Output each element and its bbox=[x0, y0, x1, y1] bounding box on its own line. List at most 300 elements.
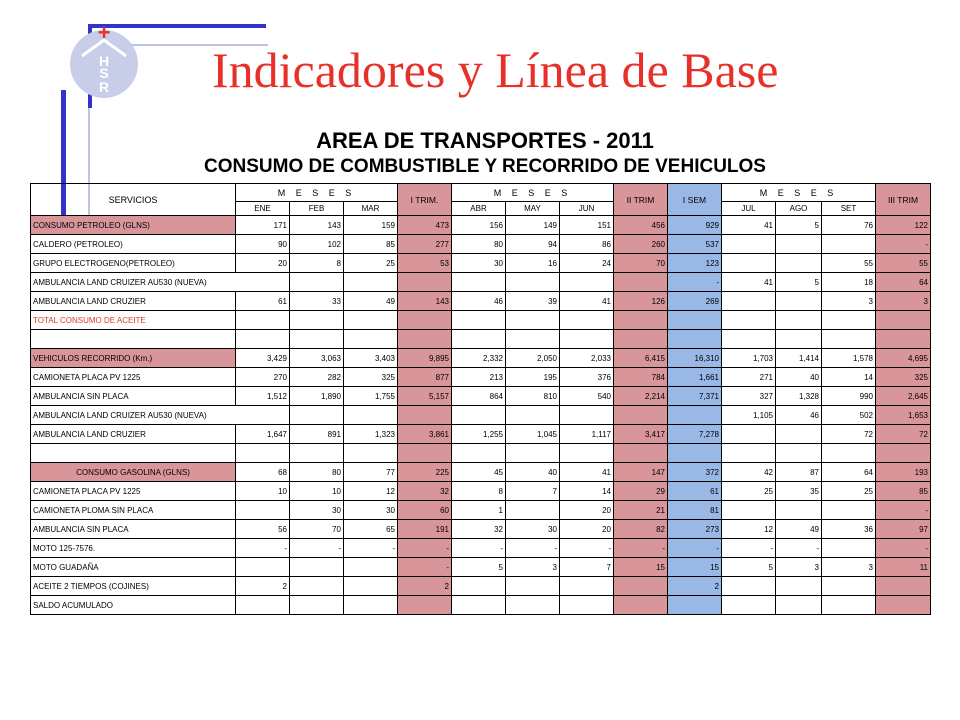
table-cell bbox=[722, 596, 776, 615]
table-cell: 85 bbox=[344, 235, 398, 254]
table-row bbox=[31, 406, 931, 425]
table-cell: 2,050 bbox=[506, 349, 560, 368]
table-row bbox=[31, 596, 931, 615]
table-cell: 49 bbox=[776, 520, 822, 539]
row-label: AMBULANCIA LAND CRUIZER AU530 (NUEVA) bbox=[31, 273, 290, 292]
row-label: MOTO 125-7576. bbox=[31, 539, 236, 558]
table-cell bbox=[822, 444, 876, 463]
table-row bbox=[31, 254, 931, 273]
table-cell: 3 bbox=[776, 558, 822, 577]
table-cell bbox=[452, 596, 506, 615]
table-cell: 15 bbox=[668, 558, 722, 577]
table-cell bbox=[876, 596, 931, 615]
table-cell bbox=[722, 444, 776, 463]
logo-cross: + bbox=[97, 20, 111, 45]
row-label: CAMIONETA PLACA PV 1225 bbox=[31, 368, 236, 387]
table-cell: 65 bbox=[344, 520, 398, 539]
table-cell: 3 bbox=[822, 292, 876, 311]
header-i-sem: I SEM bbox=[668, 184, 722, 216]
table-cell bbox=[822, 330, 876, 349]
table-cell bbox=[776, 330, 822, 349]
header-servicios: SERVICIOS bbox=[31, 184, 236, 216]
table-cell bbox=[290, 558, 344, 577]
table-cell: 30 bbox=[452, 254, 506, 273]
table-cell: 1,117 bbox=[560, 425, 614, 444]
table-cell: 12 bbox=[722, 520, 776, 539]
table-cell: 1,578 bbox=[822, 349, 876, 368]
header-meses-q1: M E S E S bbox=[236, 184, 398, 202]
table-cell: 7 bbox=[560, 558, 614, 577]
table-cell: 40 bbox=[506, 463, 560, 482]
table-cell: 21 bbox=[614, 501, 668, 520]
table-cell: - bbox=[290, 539, 344, 558]
table-row bbox=[31, 292, 931, 311]
table-cell bbox=[722, 311, 776, 330]
table-row bbox=[31, 520, 931, 539]
table-cell bbox=[668, 406, 722, 425]
table-cell: 277 bbox=[398, 235, 452, 254]
table-cell: 25 bbox=[822, 482, 876, 501]
table-cell: 11 bbox=[876, 558, 931, 577]
table-cell: - bbox=[506, 539, 560, 558]
table-cell: 502 bbox=[822, 406, 876, 425]
table-cell bbox=[344, 273, 398, 292]
table-cell: 143 bbox=[398, 292, 452, 311]
table-cell bbox=[776, 292, 822, 311]
table-cell: - bbox=[722, 539, 776, 558]
row-label: MOTO GUADAÑA bbox=[31, 558, 236, 577]
table-cell bbox=[876, 444, 931, 463]
table-cell: 5 bbox=[776, 216, 822, 235]
table-cell: 7,278 bbox=[668, 425, 722, 444]
table-cell: 213 bbox=[452, 368, 506, 387]
table-cell bbox=[668, 330, 722, 349]
table-cell: 193 bbox=[876, 463, 931, 482]
table-cell: 41 bbox=[560, 292, 614, 311]
table-cell: 2,214 bbox=[614, 387, 668, 406]
table-cell bbox=[344, 330, 398, 349]
table-cell: 2 bbox=[398, 577, 452, 596]
table-row bbox=[31, 558, 931, 577]
table-cell: 82 bbox=[614, 520, 668, 539]
table-cell: 1,647 bbox=[236, 425, 290, 444]
table-cell: 77 bbox=[344, 463, 398, 482]
table-cell: 810 bbox=[506, 387, 560, 406]
table-cell: - bbox=[876, 539, 931, 558]
table-cell bbox=[560, 311, 614, 330]
table-cell: 3,417 bbox=[614, 425, 668, 444]
row-label: CALDERO (PETROLEO) bbox=[31, 235, 236, 254]
table-cell: 784 bbox=[614, 368, 668, 387]
table-cell: 18 bbox=[822, 273, 876, 292]
table-cell: - bbox=[668, 273, 722, 292]
table-cell: 372 bbox=[668, 463, 722, 482]
table-row bbox=[31, 235, 931, 254]
table-cell bbox=[506, 501, 560, 520]
table-cell: 72 bbox=[876, 425, 931, 444]
table-cell: 3,861 bbox=[398, 425, 452, 444]
row-label: AMBULANCIA LAND CRUIZER AU530 (NUEVA) bbox=[31, 406, 290, 425]
table-cell: 1,661 bbox=[668, 368, 722, 387]
table-cell: 1,105 bbox=[722, 406, 776, 425]
table-cell bbox=[506, 444, 560, 463]
table-cell: 80 bbox=[290, 463, 344, 482]
table-cell: 376 bbox=[560, 368, 614, 387]
table-row bbox=[31, 425, 931, 444]
table-body bbox=[31, 216, 931, 615]
header-ii-trim: II TRIM bbox=[614, 184, 668, 216]
logo-letter-r: R bbox=[98, 79, 110, 95]
table-cell: 1,414 bbox=[776, 349, 822, 368]
table-row bbox=[31, 368, 931, 387]
table-cell: 3,403 bbox=[344, 349, 398, 368]
table-cell: 86 bbox=[560, 235, 614, 254]
header-month-set: SET bbox=[822, 202, 876, 216]
table-cell: - bbox=[876, 501, 931, 520]
table-cell: 60 bbox=[398, 501, 452, 520]
table-cell bbox=[290, 330, 344, 349]
table-cell bbox=[776, 311, 822, 330]
table-cell bbox=[344, 444, 398, 463]
table-cell: 70 bbox=[614, 254, 668, 273]
table-cell: 1,255 bbox=[452, 425, 506, 444]
table-cell bbox=[722, 235, 776, 254]
table-cell: 3 bbox=[822, 558, 876, 577]
row-label: ACEITE 2 TIEMPOS (COJINES) bbox=[31, 577, 236, 596]
report-subtitle: CONSUMO DE COMBUSTIBLE Y RECORRIDO DE VEHICULOS bbox=[204, 156, 766, 177]
table-cell: 122 bbox=[876, 216, 931, 235]
table-cell: 80 bbox=[452, 235, 506, 254]
table-cell: 273 bbox=[668, 520, 722, 539]
table-cell bbox=[776, 235, 822, 254]
table-cell bbox=[560, 273, 614, 292]
table-cell: 20 bbox=[236, 254, 290, 273]
table-cell: 195 bbox=[506, 368, 560, 387]
table-cell: 39 bbox=[506, 292, 560, 311]
table-cell: 14 bbox=[822, 368, 876, 387]
table-cell bbox=[822, 539, 876, 558]
table-cell: 36 bbox=[822, 520, 876, 539]
table-cell: 3 bbox=[876, 292, 931, 311]
table-cell bbox=[506, 330, 560, 349]
table-cell bbox=[822, 311, 876, 330]
table-cell bbox=[822, 235, 876, 254]
table-cell: 151 bbox=[560, 216, 614, 235]
table-cell: 41 bbox=[722, 273, 776, 292]
table-cell: 20 bbox=[560, 501, 614, 520]
table-cell: 14 bbox=[560, 482, 614, 501]
header-row-groups bbox=[31, 184, 931, 202]
table-cell: 7,371 bbox=[668, 387, 722, 406]
table-row bbox=[31, 577, 931, 596]
table-cell bbox=[560, 330, 614, 349]
row-label bbox=[31, 444, 236, 463]
table-cell: 2,332 bbox=[452, 349, 506, 368]
table-cell bbox=[398, 311, 452, 330]
table-cell: 126 bbox=[614, 292, 668, 311]
table-cell bbox=[876, 311, 931, 330]
table-cell bbox=[344, 311, 398, 330]
table-cell: 49 bbox=[344, 292, 398, 311]
table-cell: 35 bbox=[776, 482, 822, 501]
table-cell bbox=[560, 444, 614, 463]
table-row bbox=[31, 501, 931, 520]
table-cell: 56 bbox=[236, 520, 290, 539]
row-label: CONSUMO PETROLEO (GLNS) bbox=[31, 216, 236, 235]
row-label: CAMIONETA PLACA PV 1225 bbox=[31, 482, 236, 501]
table-cell bbox=[876, 577, 931, 596]
fuel-mileage-table bbox=[30, 183, 931, 615]
table-cell bbox=[344, 558, 398, 577]
table-cell bbox=[668, 596, 722, 615]
table-cell: 123 bbox=[668, 254, 722, 273]
table-cell bbox=[398, 273, 452, 292]
table-cell: 1,512 bbox=[236, 387, 290, 406]
table-cell: 8 bbox=[452, 482, 506, 501]
table-cell: - bbox=[236, 539, 290, 558]
table-cell bbox=[776, 254, 822, 273]
table-cell bbox=[722, 425, 776, 444]
table-cell: 7 bbox=[506, 482, 560, 501]
page-title: Indicadores y Línea de Base bbox=[212, 42, 779, 98]
table-cell: 55 bbox=[822, 254, 876, 273]
table-cell: - bbox=[452, 539, 506, 558]
table-cell: 929 bbox=[668, 216, 722, 235]
table-cell: 10 bbox=[236, 482, 290, 501]
row-label: GRUPO ELECTROGENO(PETROLEO) bbox=[31, 254, 236, 273]
table-cell: 25 bbox=[344, 254, 398, 273]
table-cell: 3,429 bbox=[236, 349, 290, 368]
table-cell: 8 bbox=[290, 254, 344, 273]
row-label: AMBULANCIA LAND CRUZIER bbox=[31, 292, 236, 311]
table-cell bbox=[506, 311, 560, 330]
table-cell bbox=[776, 577, 822, 596]
table-cell bbox=[452, 406, 506, 425]
table-cell bbox=[722, 330, 776, 349]
table-cell: 864 bbox=[452, 387, 506, 406]
table-cell bbox=[452, 330, 506, 349]
table-cell: 20 bbox=[560, 520, 614, 539]
table-cell: 3,063 bbox=[290, 349, 344, 368]
table-cell: 225 bbox=[398, 463, 452, 482]
table-cell: 30 bbox=[290, 501, 344, 520]
table-cell: 191 bbox=[398, 520, 452, 539]
table-cell: 32 bbox=[452, 520, 506, 539]
logo-letter-h: H bbox=[98, 53, 110, 69]
table-cell: 90 bbox=[236, 235, 290, 254]
table-cell: 40 bbox=[776, 368, 822, 387]
table-cell: 46 bbox=[452, 292, 506, 311]
table-cell bbox=[290, 406, 344, 425]
table-cell: 85 bbox=[876, 482, 931, 501]
table-cell: 102 bbox=[290, 235, 344, 254]
table-cell: 42 bbox=[722, 463, 776, 482]
table-cell bbox=[398, 406, 452, 425]
table-cell: 16 bbox=[506, 254, 560, 273]
table-cell: - bbox=[876, 235, 931, 254]
table-cell bbox=[822, 501, 876, 520]
table-cell: 70 bbox=[290, 520, 344, 539]
table-cell bbox=[236, 558, 290, 577]
table-cell: 5 bbox=[452, 558, 506, 577]
table-cell bbox=[668, 311, 722, 330]
header-month-feb: FEB bbox=[290, 202, 344, 216]
table-cell bbox=[290, 444, 344, 463]
table-cell: - bbox=[668, 539, 722, 558]
table-cell: 990 bbox=[822, 387, 876, 406]
table-cell: 149 bbox=[506, 216, 560, 235]
table-cell: 97 bbox=[876, 520, 931, 539]
header-month-may: MAY bbox=[506, 202, 560, 216]
table-cell: 5 bbox=[722, 558, 776, 577]
table-cell bbox=[722, 292, 776, 311]
table-cell: 1,890 bbox=[290, 387, 344, 406]
table-row bbox=[31, 444, 931, 463]
table-cell: 45 bbox=[452, 463, 506, 482]
table-cell: 260 bbox=[614, 235, 668, 254]
table-cell bbox=[344, 577, 398, 596]
logo-letter-s: S bbox=[99, 65, 109, 81]
table-cell bbox=[290, 596, 344, 615]
table-cell bbox=[236, 311, 290, 330]
table-cell bbox=[398, 444, 452, 463]
table-cell bbox=[344, 406, 398, 425]
table-cell bbox=[236, 501, 290, 520]
table-cell: 3 bbox=[506, 558, 560, 577]
table-cell bbox=[776, 444, 822, 463]
table-cell: 282 bbox=[290, 368, 344, 387]
table-cell: 81 bbox=[668, 501, 722, 520]
table-cell bbox=[506, 577, 560, 596]
table-cell: 4,695 bbox=[876, 349, 931, 368]
header-month-ene: ENE bbox=[236, 202, 290, 216]
table-cell: 55 bbox=[876, 254, 931, 273]
table-cell: 41 bbox=[560, 463, 614, 482]
table-cell: 46 bbox=[776, 406, 822, 425]
table-row bbox=[31, 463, 931, 482]
row-label: SALDO ACUMULADO bbox=[31, 596, 236, 615]
table-cell: 325 bbox=[876, 368, 931, 387]
table-cell: 1,755 bbox=[344, 387, 398, 406]
table-row bbox=[31, 273, 931, 292]
table-cell: 30 bbox=[344, 501, 398, 520]
table-cell: 143 bbox=[290, 216, 344, 235]
table-cell: - bbox=[398, 539, 452, 558]
table-cell: 1 bbox=[452, 501, 506, 520]
row-label bbox=[31, 330, 236, 349]
table-cell bbox=[722, 254, 776, 273]
hsr-logo bbox=[64, 20, 142, 100]
row-label: TOTAL CONSUMO DE ACEITE bbox=[31, 311, 236, 330]
table-cell bbox=[236, 330, 290, 349]
table-cell bbox=[398, 596, 452, 615]
table-cell: 72 bbox=[822, 425, 876, 444]
table-cell: 1,323 bbox=[344, 425, 398, 444]
table-cell bbox=[822, 577, 876, 596]
table-cell: 325 bbox=[344, 368, 398, 387]
table-cell bbox=[506, 596, 560, 615]
table-cell bbox=[236, 444, 290, 463]
table-cell: 5,157 bbox=[398, 387, 452, 406]
table-cell bbox=[614, 596, 668, 615]
report-title: AREA DE TRANSPORTES - 2011 bbox=[316, 128, 654, 153]
table-cell bbox=[506, 273, 560, 292]
table-cell bbox=[290, 577, 344, 596]
table-cell: 68 bbox=[236, 463, 290, 482]
table-cell: 12 bbox=[344, 482, 398, 501]
table-cell bbox=[290, 311, 344, 330]
table-cell: 269 bbox=[668, 292, 722, 311]
table-cell: 5 bbox=[776, 273, 822, 292]
table-cell: 53 bbox=[398, 254, 452, 273]
table-cell: 61 bbox=[236, 292, 290, 311]
table-cell bbox=[614, 311, 668, 330]
table-row bbox=[31, 330, 931, 349]
table-cell bbox=[560, 596, 614, 615]
table-cell: 2 bbox=[668, 577, 722, 596]
row-label: AMBULANCIA SIN PLACA bbox=[31, 387, 236, 406]
table-cell: 540 bbox=[560, 387, 614, 406]
row-label: AMBULANCIA LAND CRUZIER bbox=[31, 425, 236, 444]
table-cell: 64 bbox=[876, 273, 931, 292]
table-cell: 87 bbox=[776, 463, 822, 482]
table-cell bbox=[506, 406, 560, 425]
table-cell: 16,310 bbox=[668, 349, 722, 368]
table-cell bbox=[344, 596, 398, 615]
table-cell bbox=[290, 273, 344, 292]
table-cell bbox=[452, 311, 506, 330]
row-label: CAMIONETA PLOMA SIN PLACA bbox=[31, 501, 236, 520]
table-cell bbox=[614, 273, 668, 292]
table-cell: 156 bbox=[452, 216, 506, 235]
table-cell: 76 bbox=[822, 216, 876, 235]
table-cell: 32 bbox=[398, 482, 452, 501]
table-cell: 891 bbox=[290, 425, 344, 444]
table-cell bbox=[722, 577, 776, 596]
table-cell: 877 bbox=[398, 368, 452, 387]
table-cell: 473 bbox=[398, 216, 452, 235]
table-cell: 6,415 bbox=[614, 349, 668, 368]
table-cell: 2 bbox=[236, 577, 290, 596]
header-month-ago: AGO bbox=[776, 202, 822, 216]
table-cell bbox=[776, 501, 822, 520]
table-row bbox=[31, 387, 931, 406]
table-cell: 9,895 bbox=[398, 349, 452, 368]
table-cell: 270 bbox=[236, 368, 290, 387]
table-cell: 1,653 bbox=[876, 406, 931, 425]
table-cell bbox=[614, 406, 668, 425]
table-cell bbox=[398, 330, 452, 349]
table-cell bbox=[452, 444, 506, 463]
table-cell: 171 bbox=[236, 216, 290, 235]
row-label: CONSUMO GASOLINA (GLNS) bbox=[31, 463, 236, 482]
table-cell bbox=[452, 577, 506, 596]
header-month-jul: JUL bbox=[722, 202, 776, 216]
table-cell: 2,033 bbox=[560, 349, 614, 368]
table-row bbox=[31, 216, 931, 235]
row-label: AMBULANCIA SIN PLACA bbox=[31, 520, 236, 539]
table-cell bbox=[560, 406, 614, 425]
table-cell: 94 bbox=[506, 235, 560, 254]
header-month-abr: ABR bbox=[452, 202, 506, 216]
table-cell bbox=[822, 596, 876, 615]
table-cell: 1,045 bbox=[506, 425, 560, 444]
table-row bbox=[31, 349, 931, 368]
table-cell: 2,645 bbox=[876, 387, 931, 406]
table-cell: - bbox=[776, 539, 822, 558]
table-cell: - bbox=[344, 539, 398, 558]
table-cell: 271 bbox=[722, 368, 776, 387]
